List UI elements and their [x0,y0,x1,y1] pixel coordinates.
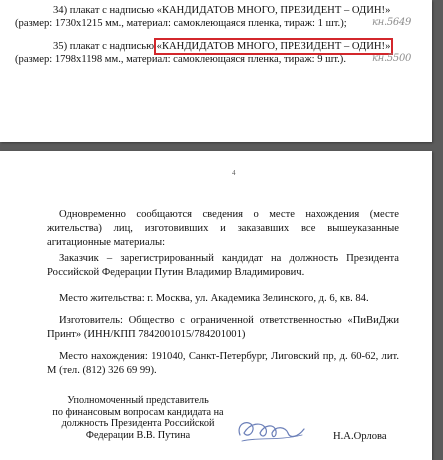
item-35-prefix: 35) плакат с надписью [53,41,157,52]
sign-line: Уполномоченный представитель [67,395,209,406]
handwritten-note-35: кн.5500 [372,53,412,64]
page-number: 4 [232,169,236,177]
document-page-2 [0,151,432,460]
paragraph-residence: Место жительства: г. Москва, ул. Академика Зелинского, д. 6, кв. 84. [59,293,369,304]
sign-line: Федерации В.В. Путина [85,429,191,441]
signatory-title [40,395,236,441]
paragraph-location: Место нахождения: 191040, Санкт-Петербург, Лиговский пр, д. 60-62, лит. М (тел. (812) 326 69 99). [47,351,399,376]
item-35-line1 [53,41,390,53]
item-34-line2: (размер: 1730х1215 мм., материал: самоклеющаяся пленка, тираж: 1 шт.); [15,18,347,29]
highlighted-slogan: «КАНДИДАТОВ МНОГО, ПРЕЗИДЕНТ – ОДИН!» [156,41,391,52]
sign-line: должность Президента Российской [61,418,215,429]
paragraph-manufacturer: Изготовитель: Общество с ограниченной ответственностью «ПиВиДжи Принт» (ИНН/КПП 7842001015/784201001) [47,315,399,340]
paragraph-customer: Заказчик – зарегистрированный кандидат на должность Президента Российской Федерации Путин Владимир Владимирович. [47,253,399,278]
paragraph-intro: Одновременно сообщаются сведения о месте нахождения (месте жительства) лиц, изготовивших и заказавших все вышеуказанные агитационные материалы: [47,209,399,248]
item-35-line2: (размер: 1798х1198 мм., материал: самоклеющаяся пленка, тираж: 9 шт.). [15,54,346,65]
item-34-line1: 34) плакат с надписью «КАНДИДАТОВ МНОГО, ПРЕЗИДЕНТ – ОДИН!» [53,5,391,16]
signature-image [232,415,312,451]
document-page-1 [0,0,432,142]
signer-name: Н.А.Орлова [333,431,387,442]
sign-line: по финансовым вопросам кандидата на [52,406,224,418]
handwritten-note-34: кн.5649 [372,17,412,28]
